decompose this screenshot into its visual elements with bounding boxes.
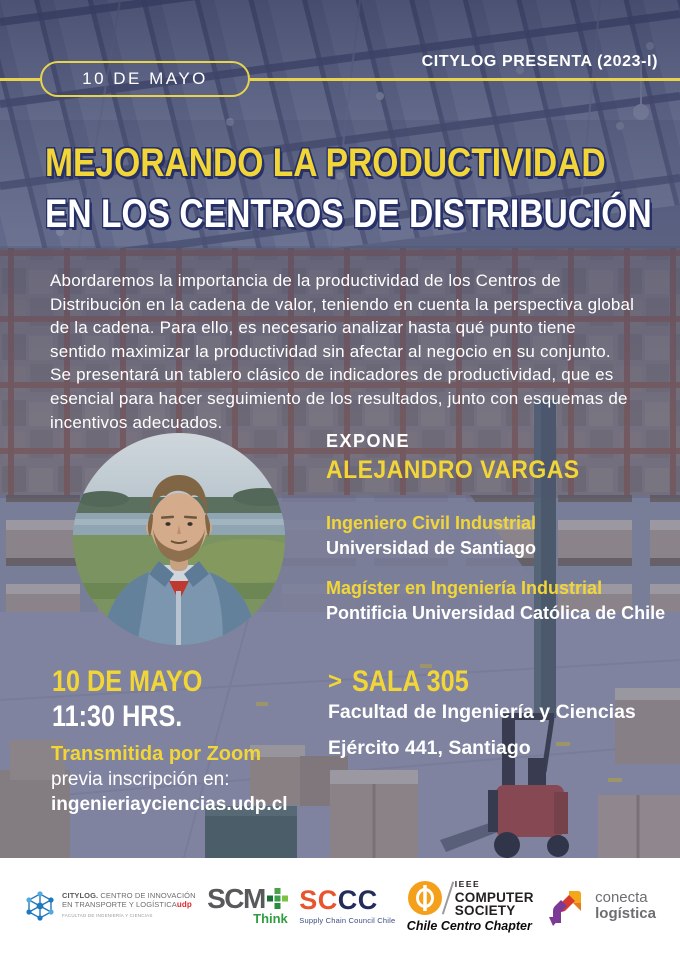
speaker-name: ALEJANDRO VARGAS [326,456,580,484]
speaker-photo [73,433,285,645]
ieee-phi-icon [407,880,443,916]
page-title [45,138,680,240]
conecta-word-1: conecta [595,888,648,906]
citylog-tagline-2: EN TRANSPORTE Y LOGÍSTICA [62,900,177,909]
ieee-chapter-label: Chile Centro Chapter [406,919,532,933]
speaker-section-label: EXPONE [326,431,411,451]
credential-institution-1: Universidad de Santiago [326,538,537,558]
ieee-cs-logo [407,878,534,933]
arrow-right-icon: > [328,668,343,695]
speaker-portrait-illustration [73,433,285,645]
street-address: Ejército 441, Santiago [328,737,531,759]
event-date: 10 DE MAYO [52,665,203,698]
sccc-logo [299,884,396,925]
title-line-2: EN LOS CENTROS DE DISTRIBUCIÓN [45,192,652,236]
ieee-divider [442,881,454,914]
citylog-logo [24,888,196,924]
event-description: Abordaremos la importancia de la productividad de los Centros de Distribución en la cadena de valor, teniendo en cuenta la perspectiva global de la cadena. Para ello, es necesario analizar hasta qué punto tiene sentido maximizar la productividad sin afectar al negocio en su conjunto. Se presentará un tablero clásico de indicadores de productividad, que es esencial para hacer seguimiento de los resultados, junto con esquemas de incentivos adecuados. [50,271,635,432]
title-line-1: MEJORANDO LA PRODUCTIVIDAD [45,141,606,185]
conecta-logistica-logo [545,885,656,927]
scm-brand: SCM [207,882,265,914]
series-title: CITYLOG PRESENTA (2023-I) [421,53,658,70]
scm-plus-icon [267,888,288,909]
header-rule-left [0,78,40,81]
room-line [328,665,491,699]
ieee-society-label: SOCIETY [454,903,516,918]
room-label: SALA 305 [352,665,469,698]
registration-note: previa inscripción en: [51,769,230,790]
credential-institution-2: Pontificia Universidad Católica de Chile [326,603,666,623]
ieee-org-label: IEEE [454,879,481,889]
faculty-name: Facultad de Ingeniería y Ciencias [328,701,636,723]
ieee-computer-label: COMPUTER [454,890,534,905]
header-rule-right [250,78,680,81]
scm-think-logo [207,882,288,926]
citylog-subtext: FACULTAD DE INGENIERÍA Y CIENCIAS [62,913,153,918]
event-time: 11:30 HRS. [52,700,183,733]
date-badge [40,61,250,97]
website-link[interactable]: ingenieriayciencias.udp.cl [51,794,288,815]
conecta-arrows-icon [545,885,587,927]
sponsor-footer [0,858,680,953]
scm-think-label: Think [253,910,288,926]
citylog-brand: CITYLOG. [62,891,99,900]
citylog-tagline-1: CENTRO DE INNOVACIÓN [100,891,196,900]
sccc-brand: SCCC [299,884,378,915]
citylog-network-icon [24,888,56,924]
udp-mark: udp [176,900,192,909]
credential-degree-1: Ingeniero Civil Industrial [326,513,537,533]
streaming-note: Transmitida por Zoom [51,743,262,765]
date-badge-label: 10 DE MAYO [82,69,208,88]
credential-degree-2: Magíster en Ingeniería Industrial [326,578,603,598]
conecta-word-2: logística [595,904,656,922]
sccc-subtext: Supply Chain Council Chile [299,915,396,925]
